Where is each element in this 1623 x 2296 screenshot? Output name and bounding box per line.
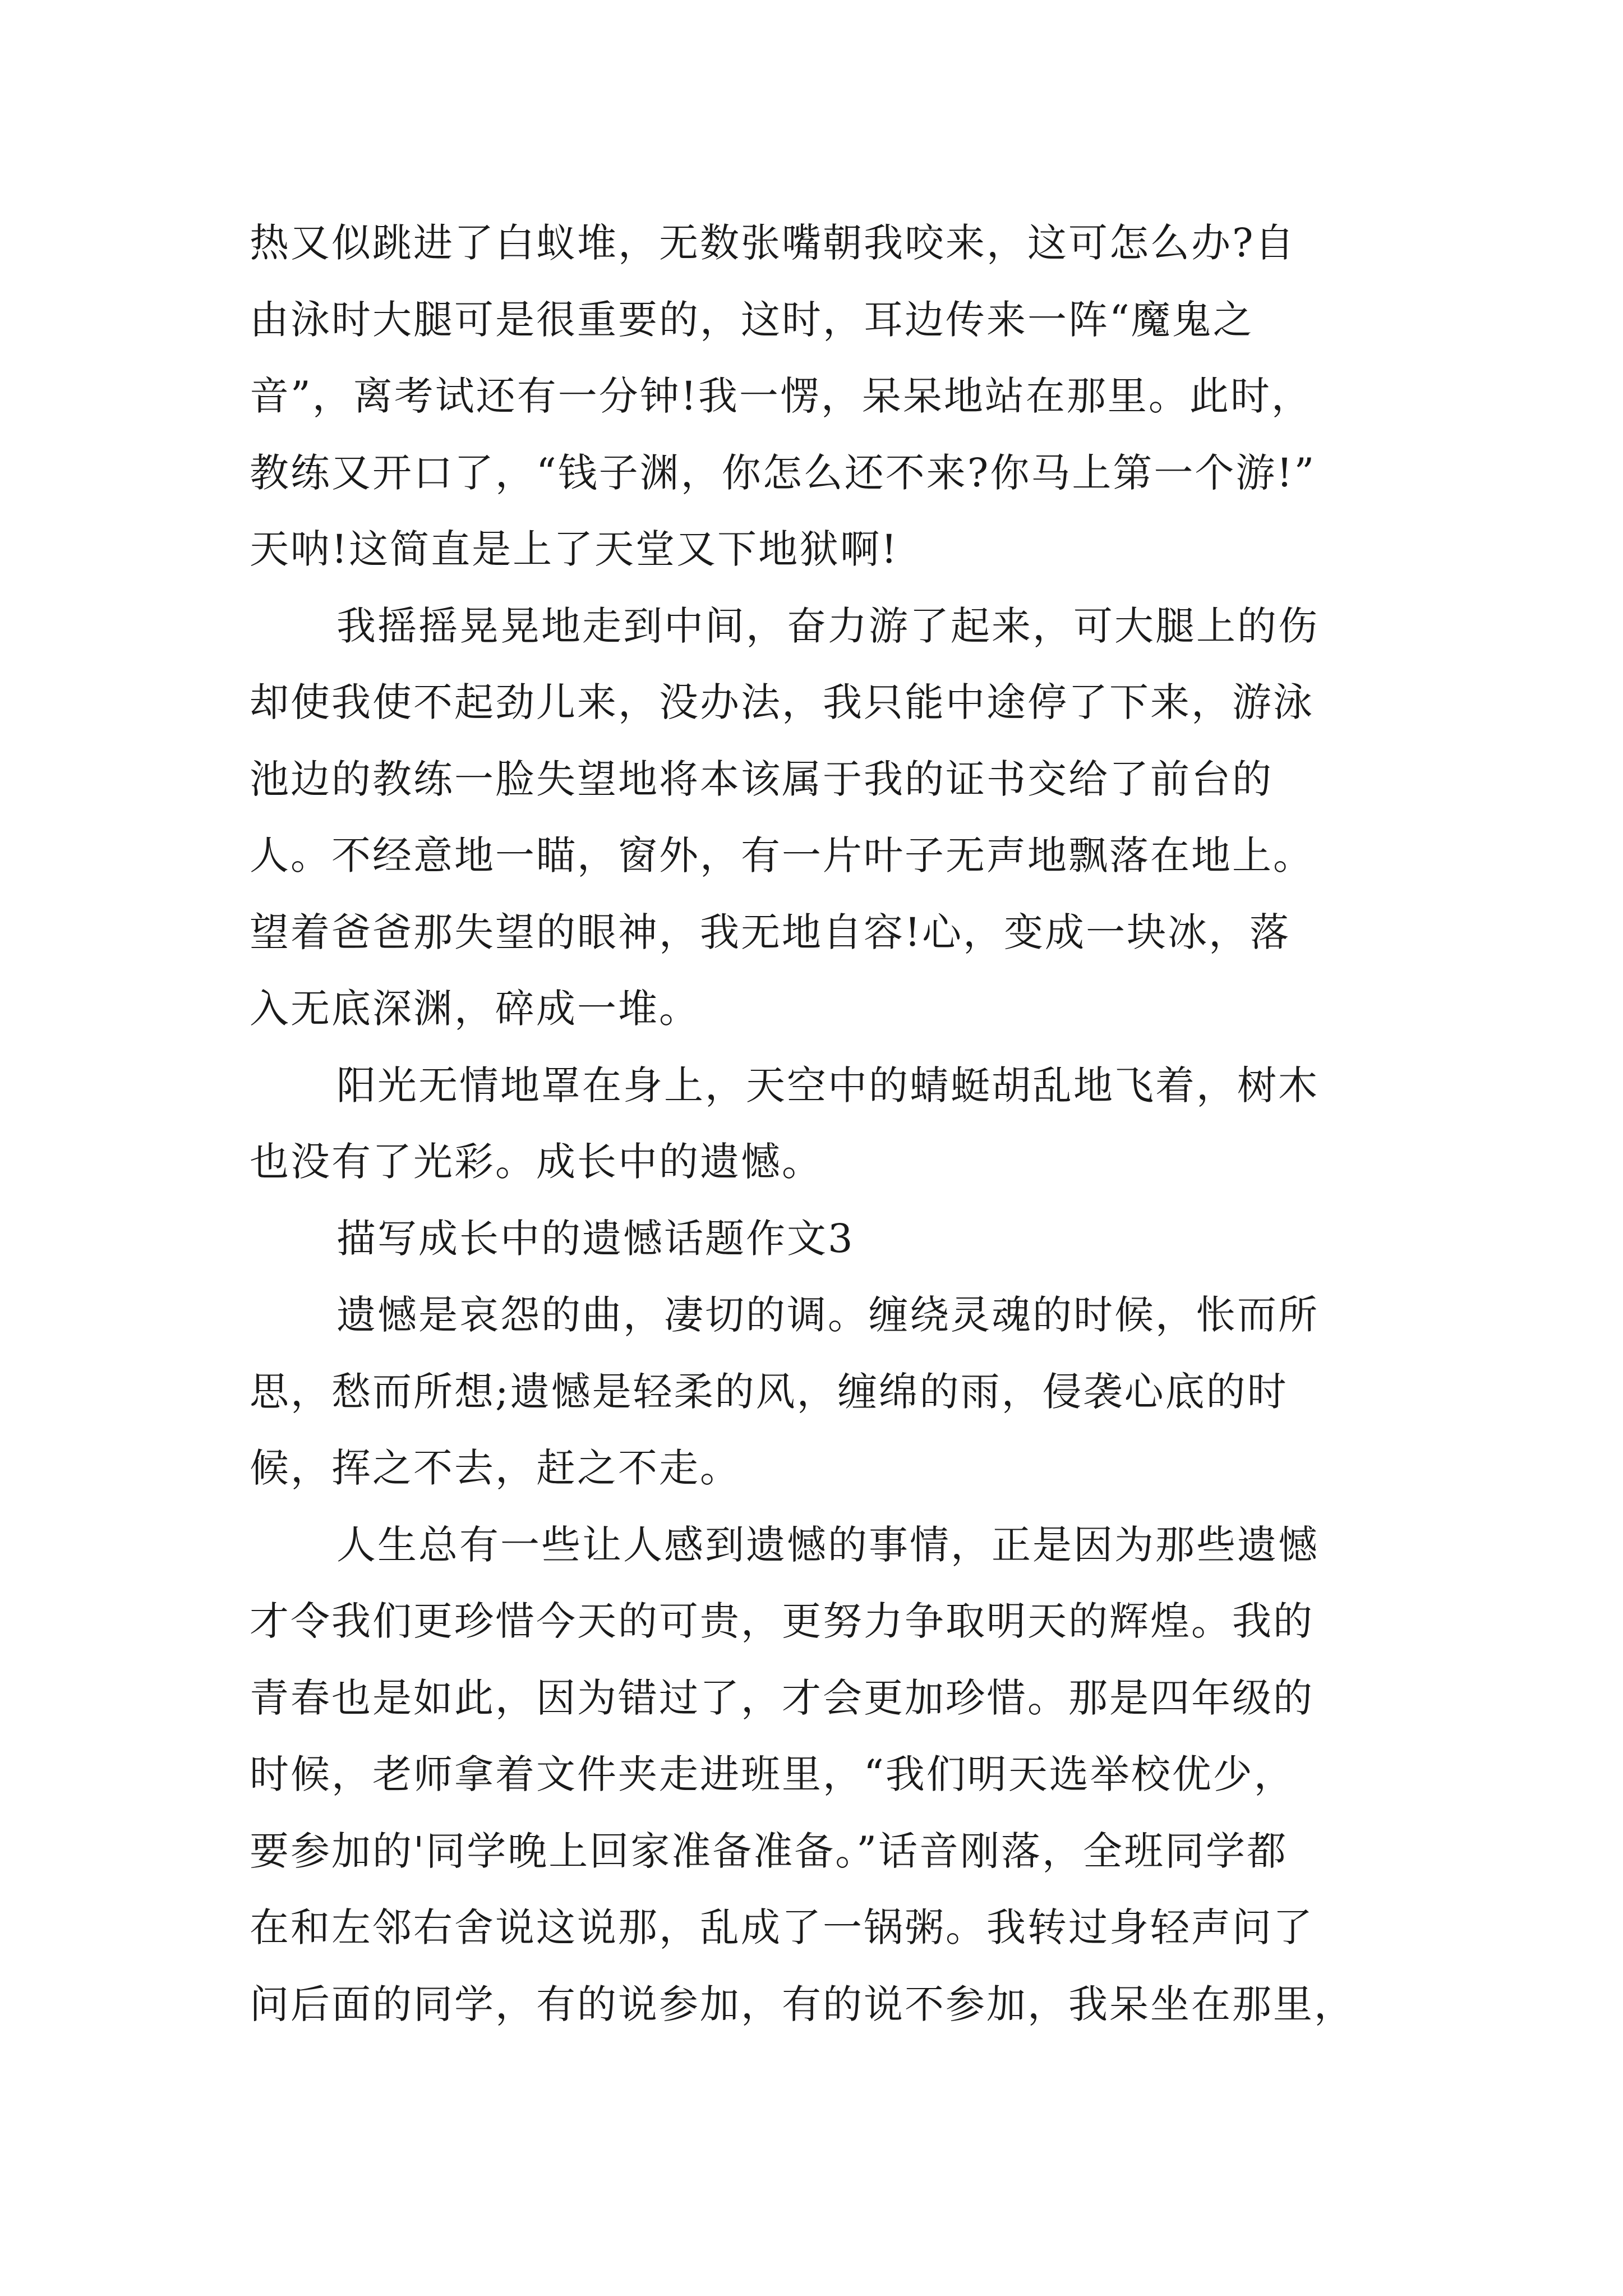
- text-line: 由泳时大腿可是很重要的，这时，耳边传来一阵“魔鬼之: [250, 296, 1254, 343]
- text-line: 思，愁而所想;遗憾是轻柔的风，缠绵的雨，侵袭心底的时: [250, 1368, 1288, 1415]
- text-line: 也没有了光彩。成长中的遗憾。: [250, 1139, 823, 1185]
- text-line: 问后面的同学，有的说参加，有的说不参加，我呆坐在那里，: [250, 1981, 1355, 2027]
- text-line: 青春也是如此，因为错过了，才会更加珍惜。那是四年级的: [250, 1674, 1314, 1721]
- text-line: 池边的教练一脸失望地将本该属于我的证书交给了前台的: [250, 756, 1273, 802]
- section-title: 描写成长中的遗憾话题作文3: [336, 1215, 855, 1262]
- text-line: 入无底深渊，碎成一堆。: [250, 986, 700, 1032]
- text-line: 望着爸爸那失望的眼神，我无地自容!心，变成一块冰，落: [250, 909, 1291, 955]
- text-line: 遗憾是哀怨的曲，凄切的调。缠绕灵魂的时候，怅而所: [336, 1292, 1319, 1338]
- text-line: 时候，老师拿着文件夹走进班里，“我们明天选举校优少，: [250, 1751, 1295, 1797]
- text-line: 人生总有一些让人感到遗憾的事情，正是因为那些遗憾: [336, 1521, 1319, 1568]
- text-line: 却使我使不起劲儿来，没办法，我只能中途停了下来，游泳: [250, 679, 1314, 725]
- text-line: 人。不经意地一瞄，窗外，有一片叶子无声地飘落在地上。: [250, 832, 1314, 878]
- text-line: 阳光无情地罩在身上，天空中的蜻蜓胡乱地飞着，树木: [336, 1062, 1319, 1108]
- text-line: 在和左邻右舍说这说那，乱成了一锅粥。我转过身轻声问了: [250, 1904, 1314, 1950]
- text-line: 天呐!这简直是上了天堂又下地狱啊!: [250, 526, 899, 572]
- text-line: 我摇摇晃晃地走到中间，奋力游了起来，可大腿上的伤: [336, 602, 1319, 649]
- text-line: 候，挥之不去，赶之不走。: [250, 1445, 741, 1491]
- text-line: 教练又开口了，“钱子渊，你怎么还不来?你马上第一个游!”: [250, 449, 1316, 496]
- text-line: 热又似跳进了白蚁堆，无数张嘴朝我咬来，这可怎么办?自: [250, 220, 1296, 266]
- text-line: 才令我们更珍惜今天的可贵，更努力争取明天的辉煌。我的: [250, 1598, 1314, 1644]
- body-text: [250, 205, 1419, 2042]
- text-line: 音”，离考试还有一分钟!我一愣，呆呆地站在那里。此时，: [250, 373, 1312, 419]
- text-line: 要参加的'同学晚上回家准备准备。”话音刚落，全班同学都: [250, 1828, 1288, 1874]
